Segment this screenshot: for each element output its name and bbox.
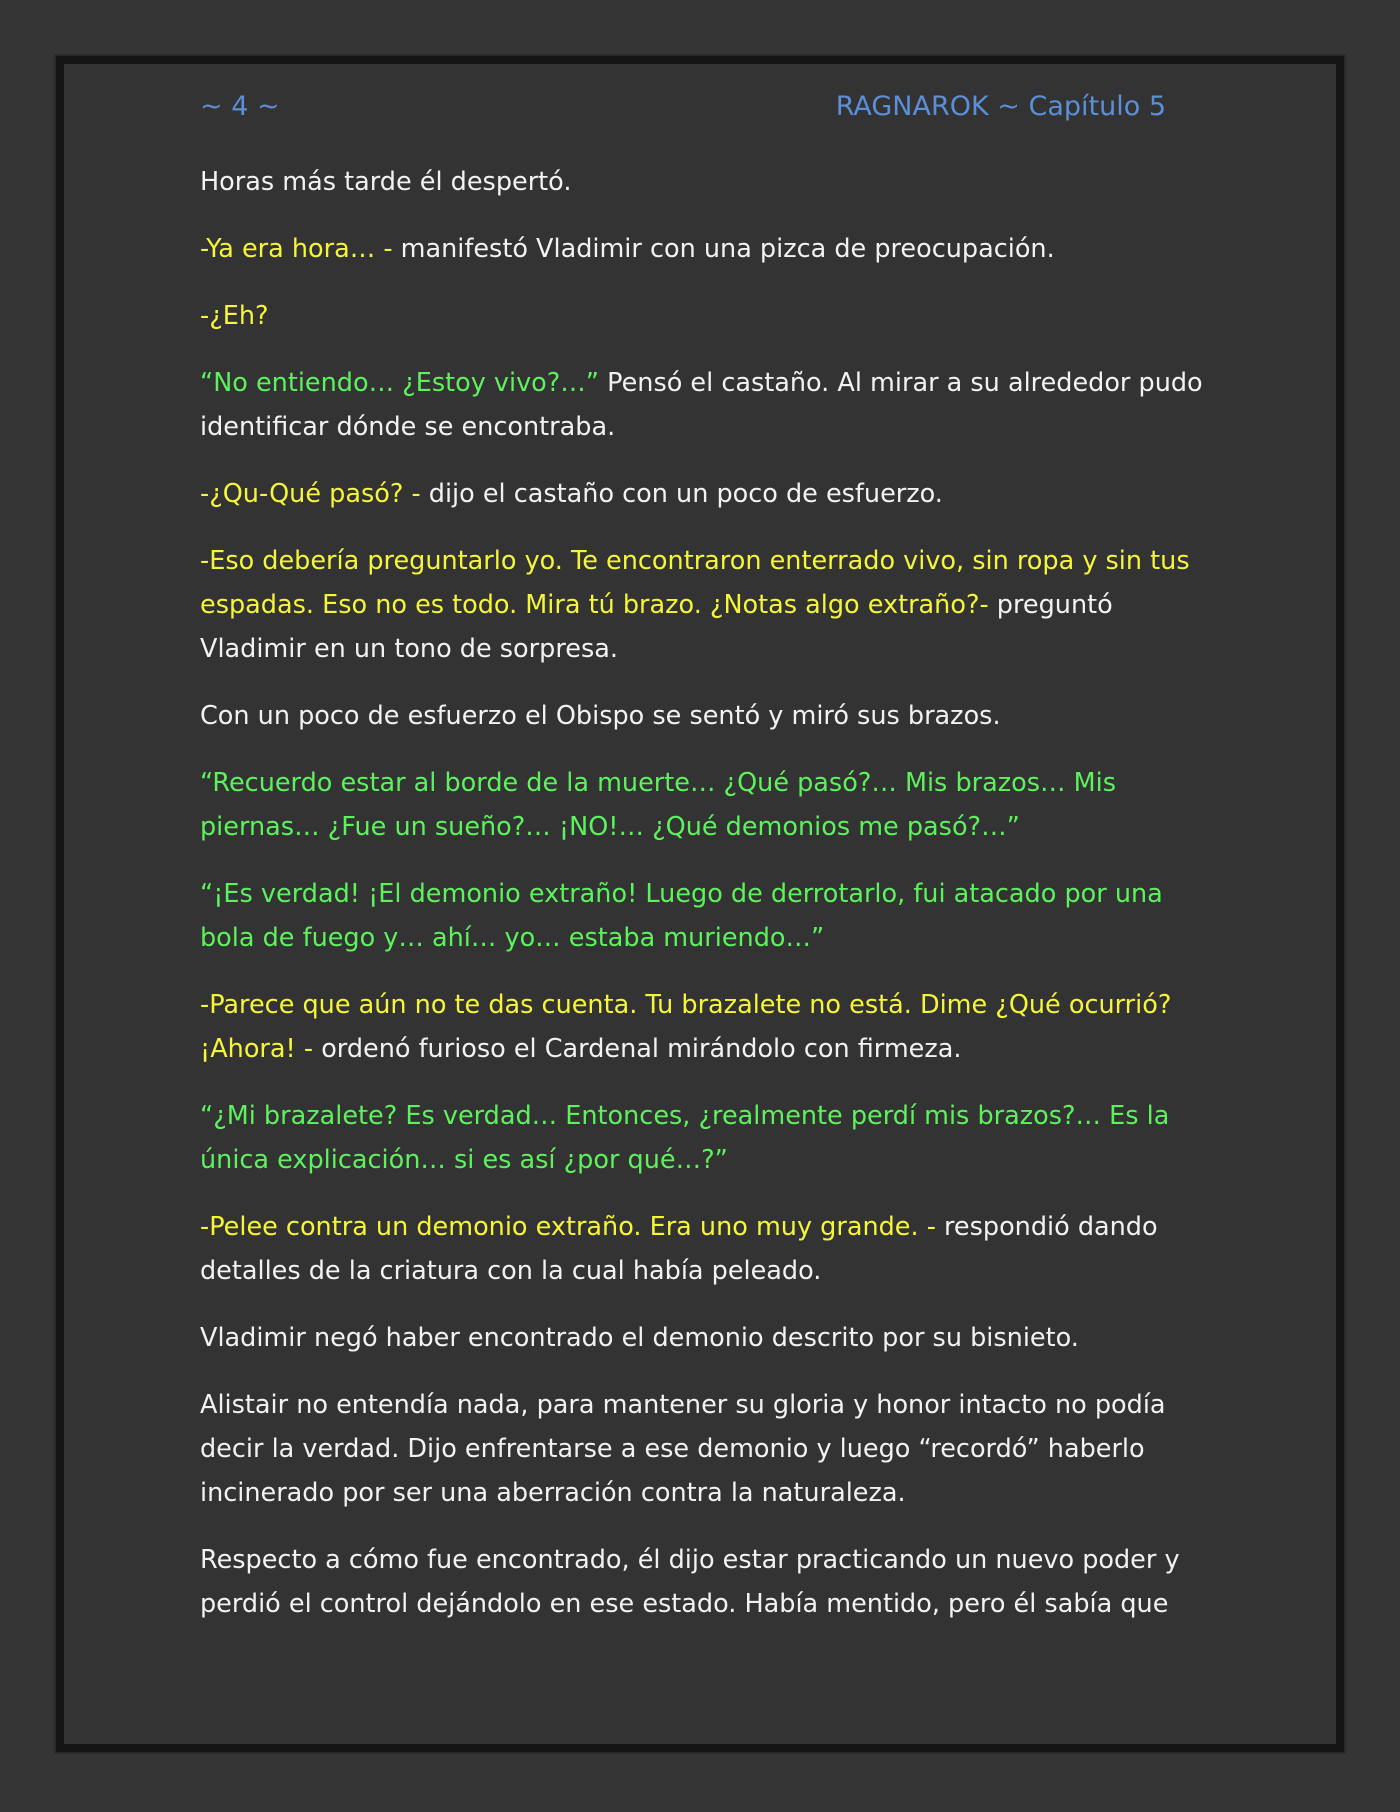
narration-text: Alistair no entendía nada, para mantener su gloria y honor intacto no podía decir la verdad. Dijo enfrentarse a ese demonio y luego “recordó” haberlo incinerado por ser una aberración contra la naturaleza.	[200, 1390, 1166, 1508]
narration-text: Pensó el castaño. Al mirar a su alrededor pudo identificar dónde se encontraba.	[200, 368, 1203, 442]
paragraph	[200, 1538, 1206, 1626]
paragraph	[200, 227, 1206, 271]
narration-text: ordenó furioso el Cardenal mirándolo con firmeza.	[321, 1034, 962, 1064]
thought-text: “Recuerdo estar al borde de la muerte… ¿Qué pasó?… Mis brazos… Mis piernas… ¿Fue un sueño?… ¡NO!… ¿Qué demonios me pasó?…”	[200, 768, 1116, 842]
chapter-title: RAGNAROK ~ Capítulo 5	[835, 90, 1166, 122]
story-text	[200, 160, 1206, 1649]
paragraph	[200, 160, 1206, 204]
page-frame	[56, 56, 1344, 1752]
paragraph	[200, 872, 1206, 960]
paragraph	[200, 472, 1206, 516]
paragraph	[200, 294, 1206, 338]
dialogue-text: -¿Qu-Qué pasó? -	[200, 479, 429, 509]
paragraph	[200, 539, 1206, 671]
paragraph	[200, 1383, 1206, 1515]
thought-text: “No entiendo… ¿Estoy vivo?…”	[200, 368, 608, 398]
dialogue-text: -Pelee contra un demonio extraño. Era uno muy grande. -	[200, 1212, 944, 1242]
page-number: ~ 4 ~	[200, 90, 280, 122]
narration-text: Vladimir negó haber encontrado el demonio descrito por su bisnieto.	[200, 1323, 1079, 1353]
paragraph	[200, 361, 1206, 449]
narration-text: dijo el castaño con un poco de esfuerzo.	[428, 479, 943, 509]
paragraph	[200, 1316, 1206, 1360]
dialogue-text: -Parece que aún no te das cuenta. Tu brazalete no está. Dime ¿Qué ocurrió? ¡Ahora! -	[200, 990, 1172, 1064]
narration-text: Horas más tarde él despertó.	[200, 167, 572, 197]
paragraph	[200, 1094, 1206, 1182]
paragraph	[200, 1205, 1206, 1293]
dialogue-text: -Eso debería preguntarlo yo. Te encontraron enterrado vivo, sin ropa y sin tus espadas. Eso no es todo. Mira tú brazo. ¿Notas algo extraño?-	[200, 546, 1190, 620]
dialogue-text: -¿Eh?	[200, 301, 269, 331]
narration-text: preguntó Vladimir en un tono de sorpresa.	[200, 590, 1113, 664]
narration-text: manifestó Vladimir con una pizca de preocupación.	[400, 234, 1055, 264]
dialogue-text: -Ya era hora… -	[200, 234, 401, 264]
narration-text: Respecto a cómo fue encontrado, él dijo estar practicando un nuevo poder y perdió el control dejándolo en ese estado. Había mentido, pero él sabía que	[200, 1545, 1180, 1619]
paragraph	[200, 761, 1206, 849]
thought-text: “¿Mi brazalete? Es verdad… Entonces, ¿realmente perdí mis brazos?… Es la única explicación… si es así ¿por qué…?”	[200, 1101, 1170, 1175]
paragraph	[200, 983, 1206, 1071]
narration-text: Con un poco de esfuerzo el Obispo se sentó y miró sus brazos.	[200, 701, 1001, 731]
page-header	[200, 84, 1166, 128]
paragraph	[200, 694, 1206, 738]
narration-text: respondió dando detalles de la criatura con la cual había peleado.	[200, 1212, 1158, 1286]
thought-text: “¡Es verdad! ¡El demonio extraño! Luego de derrotarlo, fui atacado por una bola de fuego y… ahí… yo… estaba muriendo…”	[200, 879, 1163, 953]
